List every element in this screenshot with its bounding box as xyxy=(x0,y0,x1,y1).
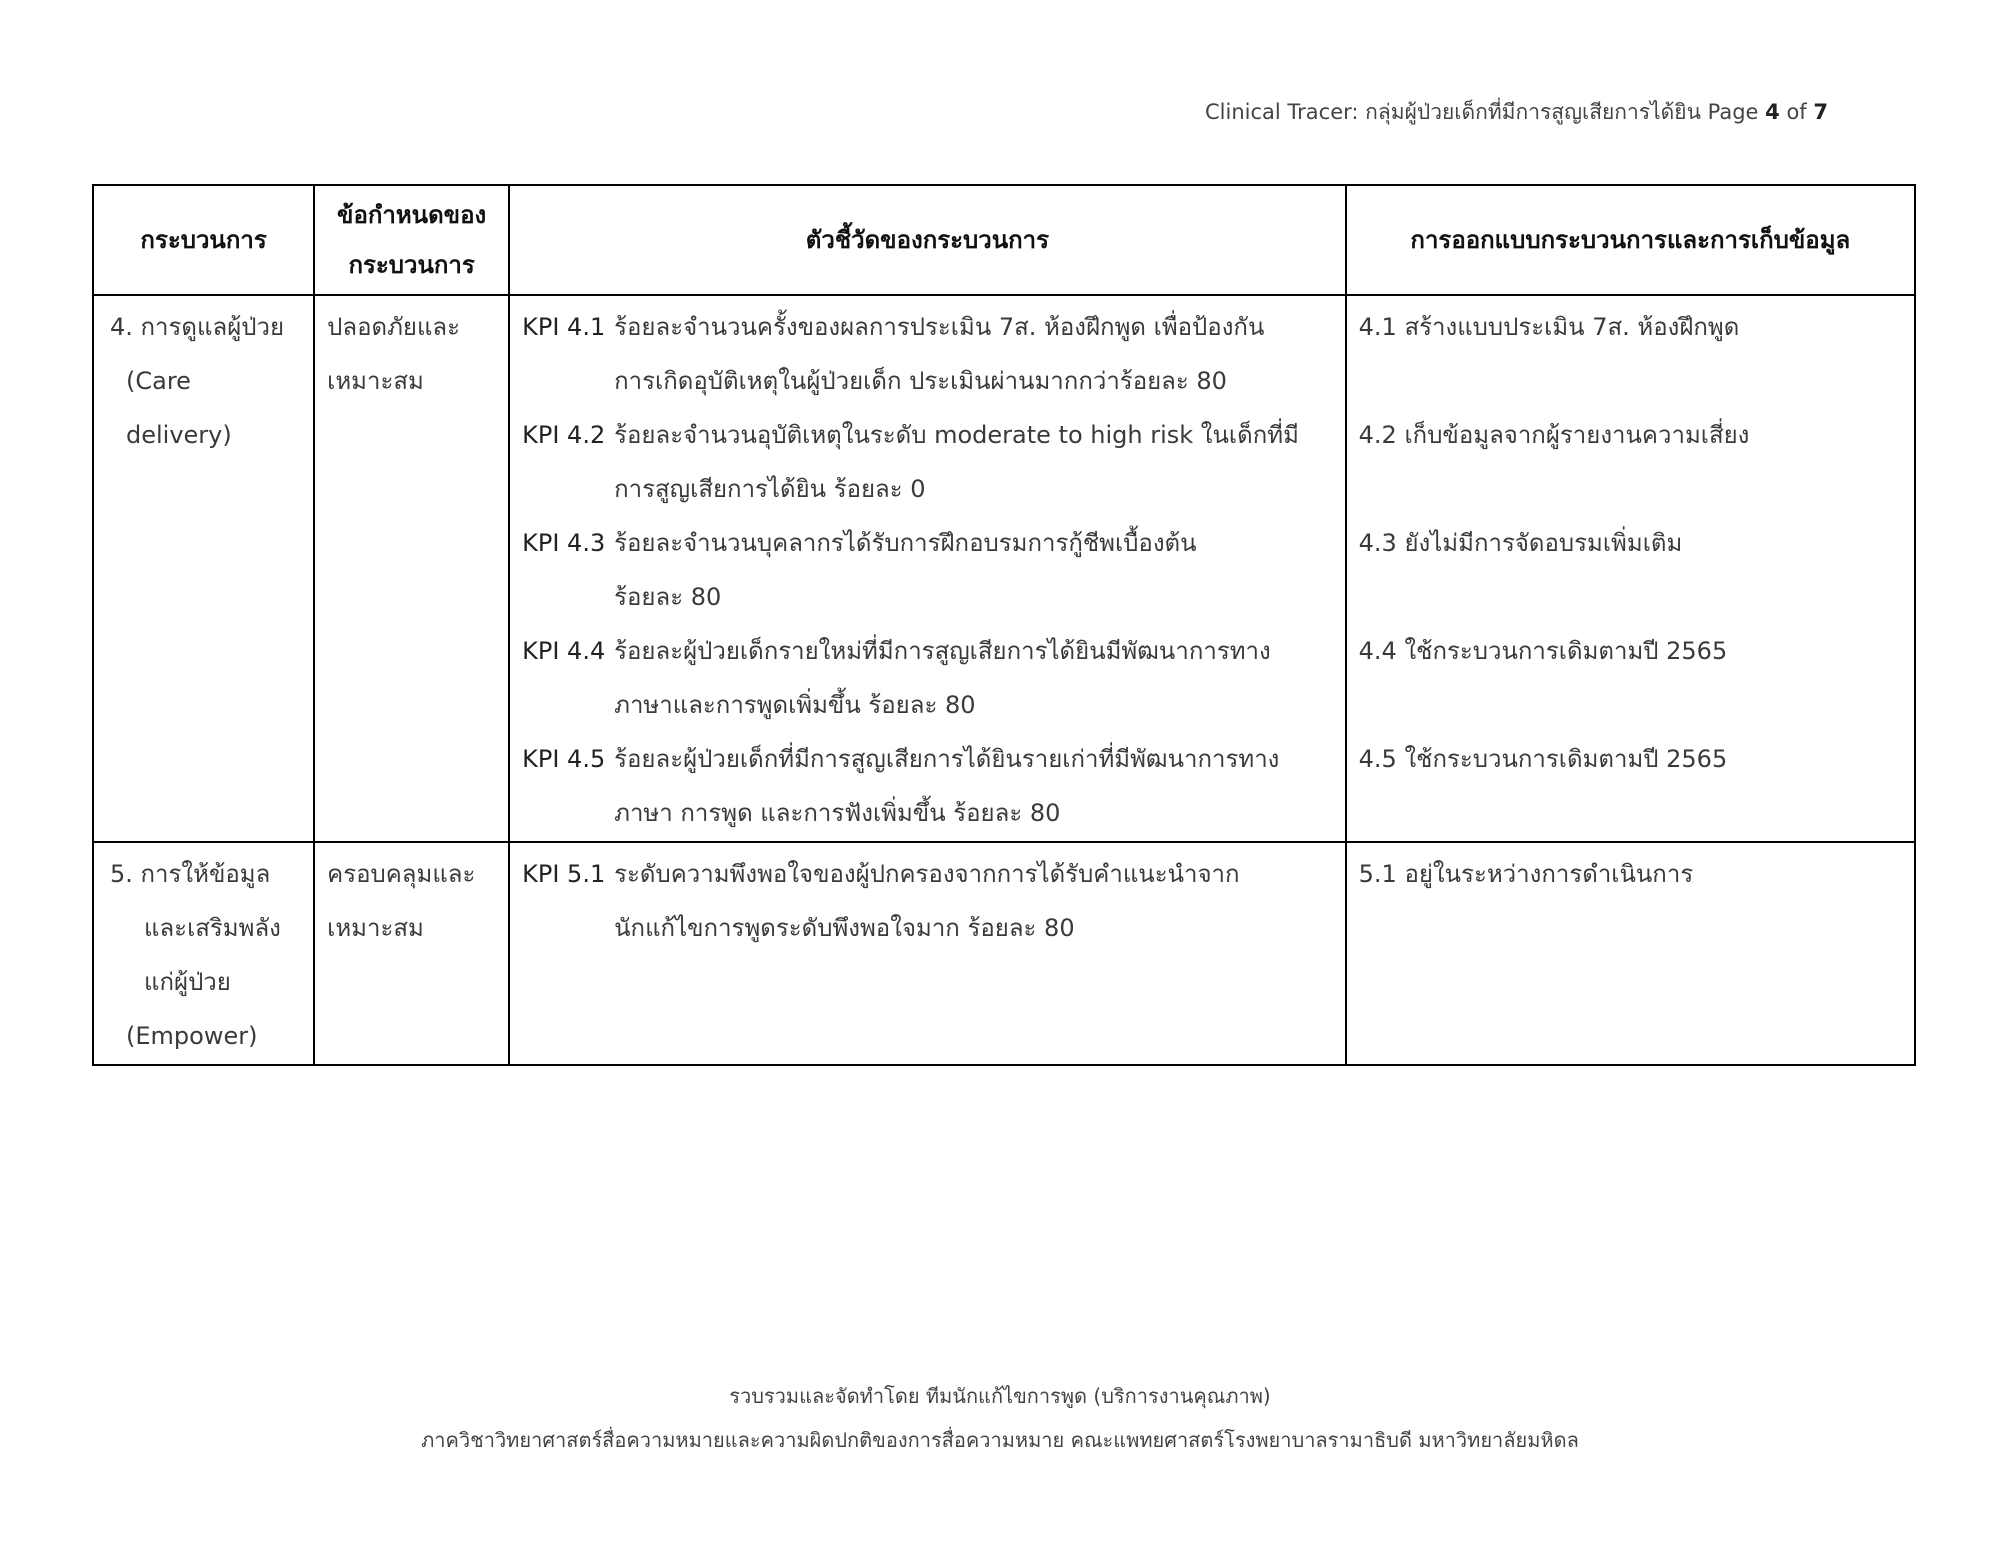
kpi-cell xyxy=(509,842,1346,1065)
kpi-item xyxy=(522,516,1337,624)
design-spacer xyxy=(1359,354,1913,408)
kpi-text-line: ร้อยละผู้ป่วยเด็กรายใหม่ที่มีการสูญเสียการได้ยินมีพัฒนาการทาง xyxy=(614,637,1271,665)
kpi-code: KPI 5.1 xyxy=(522,860,606,888)
design-item: 4.2 เก็บข้อมูลจากผู้รายงานความเสี่ยง xyxy=(1358,421,1750,449)
process-line: 4. การดูแลผู้ป่วย xyxy=(110,313,285,341)
requirement-line: ครอบคลุมและ xyxy=(327,860,476,888)
requirement-line: เหมาะสม xyxy=(327,367,424,395)
design-spacer xyxy=(1359,678,1913,732)
requirement-cell xyxy=(314,295,509,842)
kpi-code: KPI 4.3 xyxy=(522,529,606,557)
design-item: 4.1 สร้างแบบประเมิน 7ส. ห้องฝึกพูด xyxy=(1358,313,1740,341)
kpi-text-line: การสูญเสียการได้ยิน ร้อยละ 0 xyxy=(614,475,926,503)
kpi-item xyxy=(522,732,1337,840)
process-line: (Empower) xyxy=(126,1022,258,1050)
kpi-table xyxy=(92,184,1916,1066)
kpi-text xyxy=(614,300,1337,408)
kpi-item xyxy=(522,624,1337,732)
kpi-code: KPI 4.5 xyxy=(522,745,606,773)
footer-line1: รวบรวมและจัดทำโดย ทีมนักแก้ไขการพูด (บริการงานคุณภาพ) xyxy=(729,1384,1271,1408)
kpi-code: KPI 4.2 xyxy=(522,421,606,449)
page-footer xyxy=(0,1374,2000,1462)
process-line: (Care xyxy=(126,367,191,395)
table-row xyxy=(93,842,1915,1065)
kpi-text xyxy=(614,847,1337,955)
kpi-text-line: ร้อยละจำนวนอุบัติเหตุในระดับ moderate to high risk ในเด็กที่มี xyxy=(614,421,1299,449)
kpi-text xyxy=(614,516,1337,624)
kpi-text-line: ร้อยละจำนวนบุคลากรได้รับการฝึกอบรมการกู้ชีพเบื้องต้น xyxy=(614,529,1197,557)
kpi-text-line: ระดับความพึงพอใจของผู้ปกครองจากการได้รับคำแนะนำจาก xyxy=(614,860,1240,888)
table-header-row xyxy=(93,185,1915,295)
header-requirement xyxy=(314,185,509,295)
kpi-text-line: นักแก้ไขการพูดระดับพึงพอใจมาก ร้อยละ 80 xyxy=(614,914,1075,942)
kpi-text xyxy=(614,408,1337,516)
design-spacer xyxy=(1359,462,1913,516)
table-row xyxy=(93,295,1915,842)
design-item: 4.4 ใช้กระบวนการเดิมตามปี 2565 xyxy=(1358,637,1728,665)
design-spacer xyxy=(1359,570,1913,624)
kpi-code: KPI 4.4 xyxy=(522,637,606,665)
page-number: 4 xyxy=(1765,100,1780,124)
kpi-text-line: ร้อยละจำนวนครั้งของผลการประเมิน 7ส. ห้องฝึกพูด เพื่อป้องกัน xyxy=(614,313,1265,341)
kpi-text-line: ร้อยละ 80 xyxy=(614,583,722,611)
header-title: Clinical Tracer: กลุ่มผู้ป่วยเด็กที่มีการสูญเสียการได้ยิน Page xyxy=(1205,100,1766,124)
header-kpi: ตัวชี้วัดของกระบวนการ xyxy=(509,185,1346,295)
design-cell xyxy=(1346,842,1915,1065)
footer-line2: ภาควิชาวิทยาศาสตร์สื่อความหมายและความผิดปกติของการสื่อความหมาย คณะแพทยศาสตร์โรงพยาบาลรามาธิบดี มหาวิทยาลัยมหิดล xyxy=(421,1428,1579,1452)
header-design: การออกแบบกระบวนการและการเก็บข้อมูล xyxy=(1346,185,1915,295)
design-item: 5.1 อยู่ในระหว่างการดำเนินการ xyxy=(1358,860,1694,888)
requirement-cell xyxy=(314,842,509,1065)
requirement-line: ปลอดภัยและ xyxy=(327,313,461,341)
process-line: และเสริมพลัง xyxy=(144,914,281,942)
process-cell xyxy=(93,295,314,842)
kpi-code: KPI 4.1 xyxy=(522,313,606,341)
page-header xyxy=(1205,96,1828,129)
header-requirement-line1: ข้อกำหนดของ xyxy=(337,201,487,229)
kpi-text-line: ภาษาและการพูดเพิ่มขึ้น ร้อยละ 80 xyxy=(614,691,976,719)
kpi-item xyxy=(522,847,1337,955)
design-item: 4.5 ใช้กระบวนการเดิมตามปี 2565 xyxy=(1358,745,1728,773)
design-item: 4.3 ยังไม่มีการจัดอบรมเพิ่มเติม xyxy=(1358,529,1683,557)
kpi-text-line: ภาษา การพูด และการฟังเพิ่มขึ้น ร้อยละ 80 xyxy=(614,799,1061,827)
process-line: delivery) xyxy=(126,421,232,449)
kpi-item xyxy=(522,408,1337,516)
process-line: แก่ผู้ป่วย xyxy=(144,968,231,996)
process-cell xyxy=(93,842,314,1065)
design-cell xyxy=(1346,295,1915,842)
kpi-item xyxy=(522,300,1337,408)
page-total: 7 xyxy=(1813,100,1828,124)
kpi-text-line: การเกิดอุบัติเหตุในผู้ป่วยเด็ก ประเมินผ่านมากกว่าร้อยละ 80 xyxy=(614,367,1227,395)
process-line: 5. การให้ข้อมูล xyxy=(110,860,271,888)
kpi-text xyxy=(614,732,1337,840)
requirement-line: เหมาะสม xyxy=(327,914,424,942)
kpi-text-line: ร้อยละผู้ป่วยเด็กที่มีการสูญเสียการได้ยินรายเก่าที่มีพัฒนาการทาง xyxy=(614,745,1280,773)
header-process: กระบวนการ xyxy=(93,185,314,295)
kpi-cell xyxy=(509,295,1346,842)
kpi-text xyxy=(614,624,1337,732)
header-of: of xyxy=(1779,100,1814,124)
header-requirement-line2: กระบวนการ xyxy=(348,251,475,279)
